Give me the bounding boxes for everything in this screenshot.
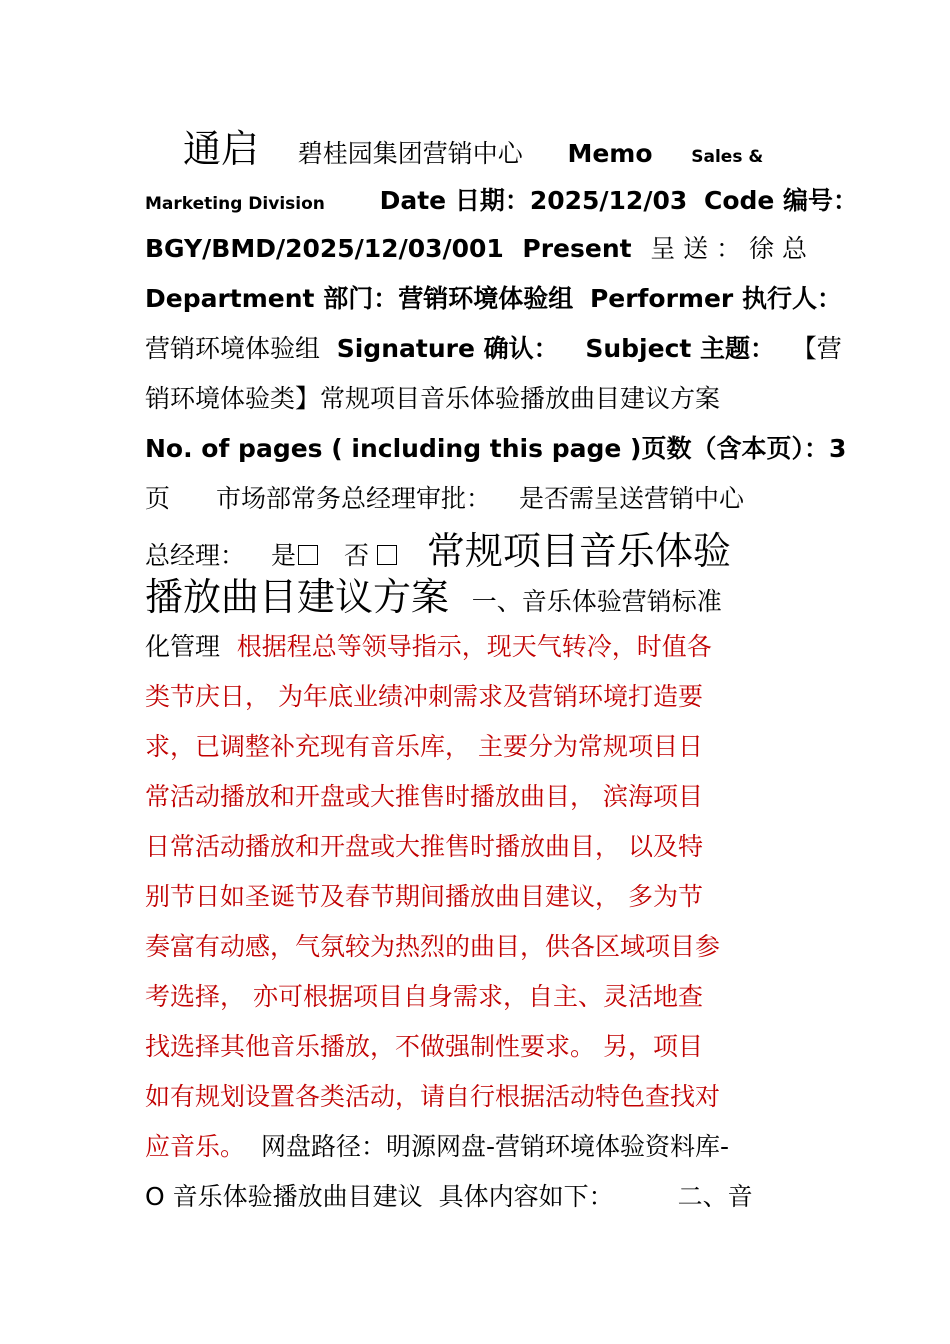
header-row-3 <box>145 236 807 261</box>
section1-a: 一、音乐体验营销标准 <box>471 587 722 616</box>
no-option: 否 <box>343 541 369 570</box>
gm-label: 总经理： <box>145 541 246 570</box>
body-red-1: 类节庆日， 为年底业绩冲刺需求及营销环境打造要 <box>145 682 703 711</box>
detail-label: 具体内容如下： <box>438 1182 614 1211</box>
body-row-11 <box>145 1134 729 1159</box>
code-value: BGY/BMD/2025/12/03/001 <box>145 234 504 263</box>
subject-label: Subject 主题： <box>585 334 776 363</box>
body-red-7: 考选择， 亦可根据项目自身需求，自主、灵活地查 <box>145 982 703 1011</box>
code-label: Code 编号： <box>703 186 859 215</box>
title-b: 播放曲目建议方案 <box>145 575 450 619</box>
pages-count: No. of pages ( including this page )页数（含本页）：3 <box>145 434 847 463</box>
title-a: 常规项目音乐体验 <box>426 529 731 573</box>
body-red-6: 奏富有动感，气氛较为热烈的曲目，供各区域项目参 <box>145 932 721 961</box>
section2-label: 二、音 <box>677 1182 753 1211</box>
memo-label: Memo <box>567 139 653 168</box>
yes-checkbox[interactable] <box>298 545 318 565</box>
header-row-10 <box>145 575 722 619</box>
division-b: Marketing Division <box>145 194 325 214</box>
performer-value: 营销环境体验组 <box>145 334 321 363</box>
body-end-red: 应音乐。 <box>145 1132 246 1161</box>
body-red-5: 别节日如圣诞节及春节期间播放曲目建议， 多为节 <box>145 882 703 911</box>
need-present-label: 是否需呈送营销中心 <box>518 484 744 513</box>
yes-option: 是 <box>270 541 296 570</box>
path-b: O 音乐体验播放曲目建议 <box>145 1182 423 1211</box>
body-red-8: 找选择其他音乐播放，不做强制性要求。 另，项目 <box>145 1032 703 1061</box>
present-value: 呈 送 ： 徐 总 <box>650 234 807 263</box>
body-red-2: 求，已调整补充现有音乐库， 主要分为常规项目日 <box>145 732 703 761</box>
subject-b: 销环境体验类】常规项目音乐体验播放曲目建议方案 <box>145 384 721 413</box>
header-row-5 <box>145 336 842 361</box>
path-label: 网盘路径：明源网盘-营销环境体验资料库- <box>260 1132 730 1161</box>
header-row-2 <box>145 188 858 213</box>
approval-label: 市场部常务总经理审批： <box>215 484 491 513</box>
body-red-3: 常活动播放和开盘或大推售时播放曲目， 滨海项目 <box>145 782 703 811</box>
body-red-0: 根据程总等领导指示，现天气转冷，时值各 <box>236 632 712 661</box>
date-label: Date 日期：2025/12/03 <box>379 186 688 215</box>
header-row-9 <box>145 529 731 573</box>
header-row-1 <box>183 127 764 171</box>
no-checkbox[interactable] <box>377 545 397 565</box>
signature-label: Signature 确认： <box>336 334 559 363</box>
performer-label: Performer 执行人： <box>589 284 842 313</box>
header-row-4 <box>145 286 842 311</box>
present-label: Present <box>522 234 632 263</box>
pages-unit: 页 <box>145 484 171 513</box>
division-a: Sales & <box>691 147 764 167</box>
subject-a: 【营 <box>791 334 842 363</box>
body-red-4: 日常活动播放和开盘或大推售时播放曲目， 以及特 <box>145 832 703 861</box>
section1-b: 化管理 <box>145 632 221 661</box>
body-red-9: 如有规划设置各类活动，请自行根据活动特色查找对 <box>145 1082 721 1111</box>
body-row-12 <box>145 1184 753 1209</box>
header-row-8 <box>145 486 744 511</box>
department-label: Department 部门：营销环境体验组 <box>145 284 574 313</box>
body-row-1 <box>145 634 712 659</box>
brand-title: 通启 <box>183 127 260 171</box>
org-name: 碧桂园集团营销中心 <box>297 139 523 168</box>
